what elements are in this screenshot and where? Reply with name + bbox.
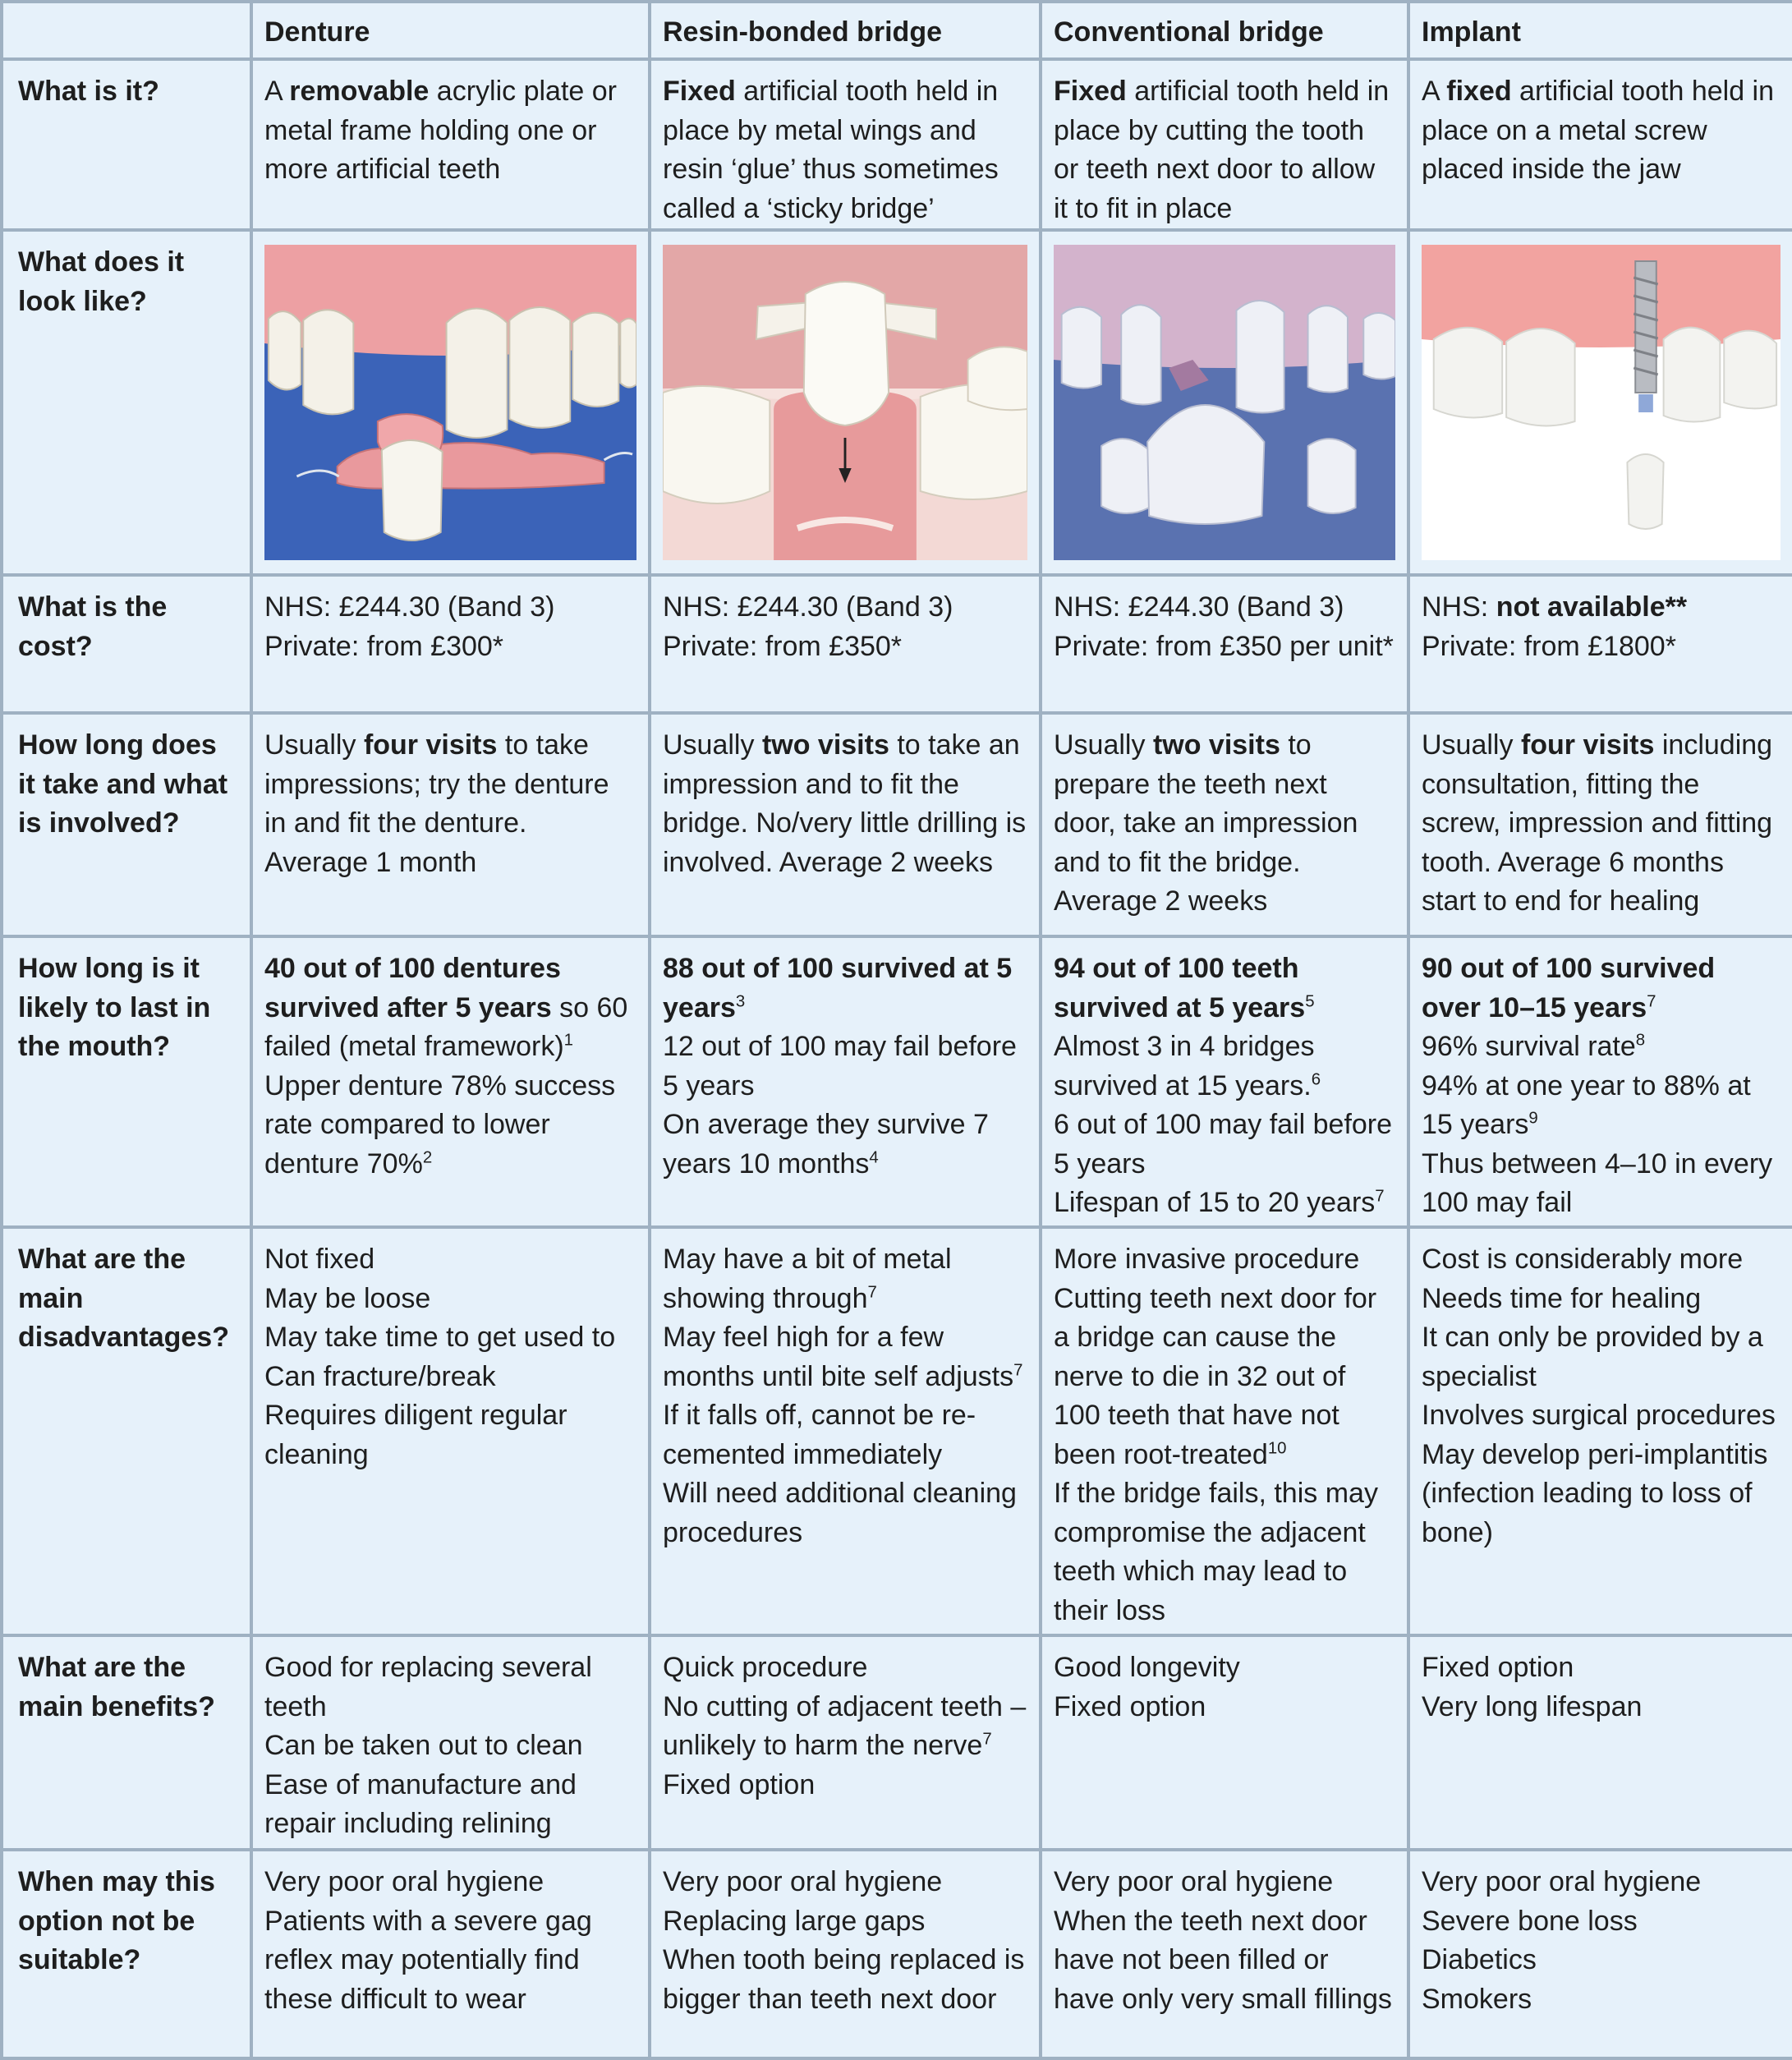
cell-denture-benefits: Good for replacing several teeth Can be taken out to clean Ease of manufacture and repair including relining [251,1635,650,1850]
resin-bonded-bridge-illustration [663,245,1027,560]
cell-conv-duration: Usually two visits to prepare the teeth next door, take an impression and to fit the bridge. Average 2 weeks [1041,713,1408,936]
cell-denture-unsuitable: Very poor oral hygiene Patients with a severe gag reflex may potentially find these difficult to wear [251,1850,650,2058]
cell-implant-cost: NHS: not available** Private: from £1800* [1408,575,1792,713]
column-header-resin-bonded-bridge: Resin-bonded bridge [650,2,1041,59]
row-label-benefits: What are the main benefits? [2,1635,251,1850]
cell-conv-lasting: 94 out of 100 teeth survived at 5 years$^5$ Almost 3 in 4 bridges survived at 15 years.$^6$ 6 out of 100 may fail before 5 years Lifespan of 15 to 20 years$^7$ [1041,936,1408,1227]
corner-cell [2,2,251,59]
cell-denture-cost: NHS: £244.30 (Band 3) Private: from £300* [251,575,650,713]
denture-illustration [264,245,636,560]
row-cost [2,575,1792,713]
row-what-is-it [2,59,1792,230]
cell-conv-what: Fixed artificial tooth held in place by cutting the tooth or teeth next door to allow it to fit in place [1041,59,1408,230]
header-row [2,2,1792,59]
row-look [2,230,1792,575]
row-label-what-is-it: What is it? [2,59,251,230]
row-disadvantages [2,1227,1792,1635]
cell-resin-what: Fixed artificial tooth held in place by metal wings and resin ‘glue’ thus sometimes called a ‘sticky bridge’ [650,59,1041,230]
row-label-unsuitable: When may this option not be suitable? [2,1850,251,2058]
conventional-bridge-illustration [1054,245,1395,560]
cell-implant-duration: Usually four visits including consultation, fitting the screw, impression and fitting tooth. Average 6 months start to end for healing [1408,713,1792,936]
cell-resin-duration: Usually two visits to take an impression and to fit the bridge. No/very little drilling is involved. Average 2 weeks [650,713,1041,936]
cell-resin-lasting: 88 out of 100 survived at 5 years$^3$ 12 out of 100 may fail before 5 years On average they survive 7 years 10 months$^4$ [650,936,1041,1227]
cell-denture-image [251,230,650,575]
row-label-cost: What is the cost? [2,575,251,713]
cell-implant-disadvantages: Cost is considerably more Needs time for healing It can only be provided by a specialist Involves surgical procedures May develop peri-implantitis (infection leading to loss of bone) [1408,1227,1792,1635]
row-label-lasting: How long is it likely to last in the mouth? [2,936,251,1227]
cell-implant-benefits: Fixed option Very long lifespan [1408,1635,1792,1850]
cell-conv-benefits: Good longevity Fixed option [1041,1635,1408,1850]
column-header-denture: Denture [251,2,650,59]
row-lasting [2,936,1792,1227]
row-duration [2,713,1792,936]
cell-resin-disadvantages: May have a bit of metal showing through$^7$ May feel high for a few months until bite self adjusts$^7$ If it falls off, cannot be re-cemented immediately Will need additional cleaning procedures [650,1227,1041,1635]
cell-implant-image [1408,230,1792,575]
row-unsuitable [2,1850,1792,2058]
cell-resin-benefits: Quick procedure No cutting of adjacent teeth – unlikely to harm the nerve$^7$ Fixed option [650,1635,1041,1850]
column-header-conventional-bridge: Conventional bridge [1041,2,1408,59]
cell-conv-unsuitable: Very poor oral hygiene When the teeth next door have not been filled or have only very small fillings [1041,1850,1408,2058]
cell-resin-image [650,230,1041,575]
cell-denture-what: A removable acrylic plate or metal frame holding one or more artificial teeth [251,59,650,230]
row-benefits [2,1635,1792,1850]
cell-denture-lasting: 40 out of 100 dentures survived after 5 years so 60 failed (metal framework)$^1$ Upper denture 78% success rate compared to lower denture 70%$^2$ [251,936,650,1227]
cell-denture-duration: Usually four visits to take impressions; try the denture in and fit the denture. Average 1 month [251,713,650,936]
cell-resin-cost: NHS: £244.30 (Band 3) Private: from £350* [650,575,1041,713]
cell-resin-unsuitable: Very poor oral hygiene Replacing large gaps When tooth being replaced is bigger than teeth next door [650,1850,1041,2058]
cell-conv-cost: NHS: £244.30 (Band 3) Private: from £350 per unit* [1041,575,1408,713]
cell-implant-lasting: 90 out of 100 survived over 10–15 years$^7$ 96% survival rate$^8$ 94% at one year to 88% at 15 years$^9$ Thus between 4–10 in every 100 may fail [1408,936,1792,1227]
row-label-duration: How long does it take and what is involved? [2,713,251,936]
cell-implant-unsuitable: Very poor oral hygiene Severe bone loss Diabetics Smokers [1408,1850,1792,2058]
implant-illustration [1422,245,1781,560]
cell-conv-image [1041,230,1408,575]
cell-denture-disadvantages: Not fixed May be loose May take time to get used to Can fracture/break Requires diligent regular cleaning [251,1227,650,1635]
cell-conv-disadvantages: More invasive procedure Cutting teeth next door for a bridge can cause the nerve to die in 32 out of 100 teeth that have not been root-treated$^{10}$ If the bridge fails, this may compromise the adjacent teeth which may lead to their loss [1041,1227,1408,1635]
row-label-disadvantages: What are the main disadvantages? [2,1227,251,1635]
column-header-implant: Implant [1408,2,1792,59]
cell-implant-what: A fixed artificial tooth held in place on a metal screw placed inside the jaw [1408,59,1792,230]
row-label-look: What does it look like? [2,230,251,575]
